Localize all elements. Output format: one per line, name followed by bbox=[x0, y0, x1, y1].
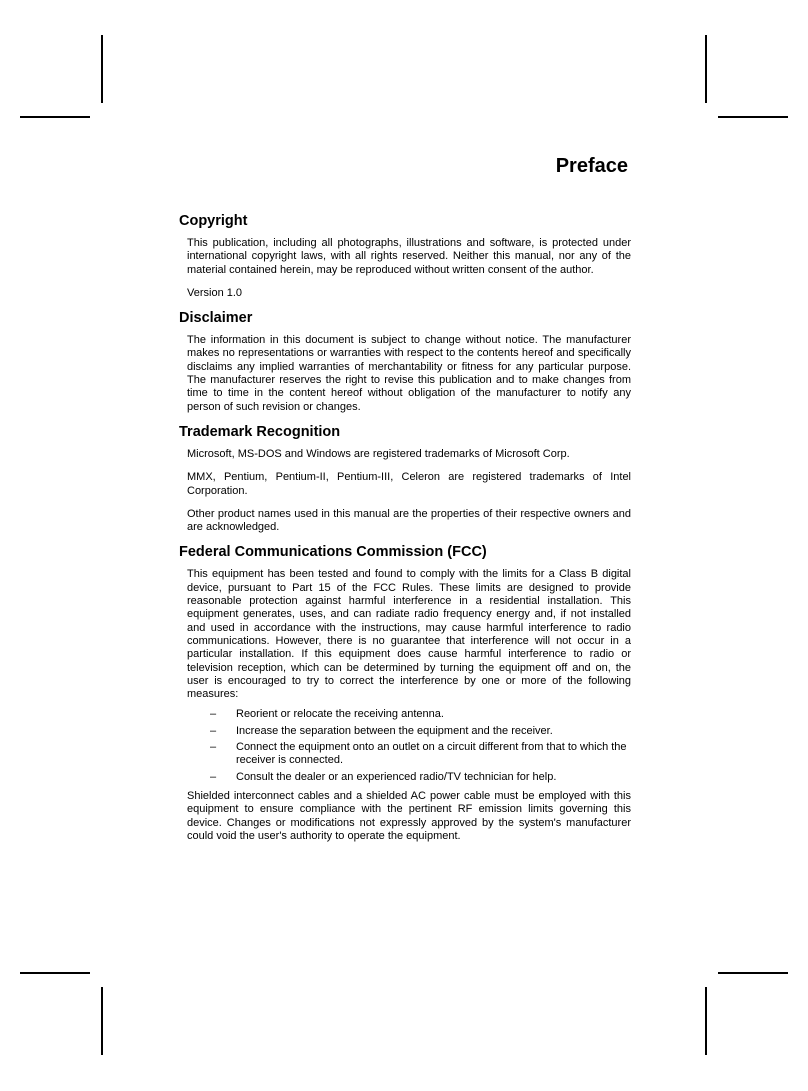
dash-bullet: – bbox=[210, 770, 217, 783]
page-title: Preface bbox=[555, 155, 628, 177]
crop-mark-top-right-horizontal bbox=[718, 116, 788, 118]
measure-text: Increase the separation between the equipment and the receiver. bbox=[236, 724, 553, 737]
crop-mark-bottom-right-horizontal bbox=[718, 972, 788, 974]
list-item bbox=[179, 741, 631, 768]
fcc-heading: Federal Communications Commission (FCC) bbox=[179, 544, 487, 561]
trademark-heading: Trademark Recognition bbox=[179, 423, 341, 440]
trademark-section bbox=[179, 423, 631, 534]
crop-mark-top-left-vertical bbox=[101, 35, 103, 103]
list-item bbox=[179, 708, 631, 721]
fcc-measures-list bbox=[179, 708, 631, 783]
trademark-others: Other product names used in this manual are the properties of their respective owners and are acknowledged. bbox=[187, 507, 631, 534]
measure-text: Connect the equipment onto an outlet on a circuit different from that to which the receiver is connected. bbox=[236, 741, 627, 767]
copyright-section bbox=[179, 212, 631, 300]
copyright-paragraph: This publication, including all photographs, illustrations and software, is protected under international copyright laws, with all rights reserved. Neither this manual, nor any of the material contained herein, may be reproduced without written consent of the author. bbox=[187, 237, 631, 276]
crop-mark-bottom-left-horizontal bbox=[20, 972, 90, 974]
disclaimer-section bbox=[179, 309, 631, 414]
document-body bbox=[179, 212, 631, 852]
trademark-microsoft: Microsoft, MS-DOS and Windows are registered trademarks of Microsoft Corp. bbox=[187, 447, 570, 460]
disclaimer-heading: Disclaimer bbox=[179, 310, 253, 327]
crop-mark-top-right-vertical bbox=[705, 35, 707, 103]
fcc-closing: Shielded interconnect cables and a shielded AC power cable must be employed with this equipment to ensure compliance with the pertinent RF emission limits governing this device. Changes or modifications not expressly approved by the system's manufacturer could void the user's authority to operate the equipment. bbox=[187, 789, 631, 842]
disclaimer-paragraph: The information in this document is subject to change without notice. The manufacturer makes no representations or warranties with respect to the contents hereof and specifically disclaims any implied warranties of merchantability or fitness for any particular purpose. The manufacturer reserves the right to revise this publication and to make changes from time to time in the content hereof without obligation of the manufacturer to notify any person of such revision or changes. bbox=[187, 334, 631, 413]
dash-bullet: – bbox=[210, 724, 217, 737]
measure-text: Reorient or relocate the receiving antenna. bbox=[236, 708, 444, 721]
fcc-section bbox=[179, 543, 631, 843]
list-item bbox=[179, 725, 631, 738]
trademark-intel: MMX, Pentium, Pentium-II, Pentium-III, Celeron are registered trademarks of Intel Corporation. bbox=[187, 471, 631, 497]
dash-bullet: – bbox=[210, 708, 217, 721]
list-item bbox=[179, 771, 631, 784]
copyright-heading: Copyright bbox=[179, 213, 248, 229]
crop-mark-top-left-horizontal bbox=[20, 116, 90, 118]
dash-bullet: – bbox=[210, 741, 217, 754]
measure-text: Consult the dealer or an experienced radio/TV technician for help. bbox=[236, 770, 557, 783]
crop-mark-bottom-left-vertical bbox=[101, 987, 103, 1055]
crop-mark-bottom-right-vertical bbox=[705, 987, 707, 1055]
fcc-intro: This equipment has been tested and found to comply with the limits for a Class B digital device, pursuant to Part 15 of the FCC Rules. These limits are designed to provide reasonable protection against harmful interference in a residential installation. This equipment generates, uses, and can radiate radio frequency energy and, if not installed and used in accordance with the instructions, may cause harmful interference to radio communications. However, there is no guarantee that interference will not occur in a particular installation. If this equipment does cause harmful interference to radio or television reception, which can be determined by turning the equipment off and on, the user is encouraged to try to correct the interference by one or more of the following measures: bbox=[187, 568, 631, 701]
version-text: Version 1.0 bbox=[187, 286, 243, 299]
